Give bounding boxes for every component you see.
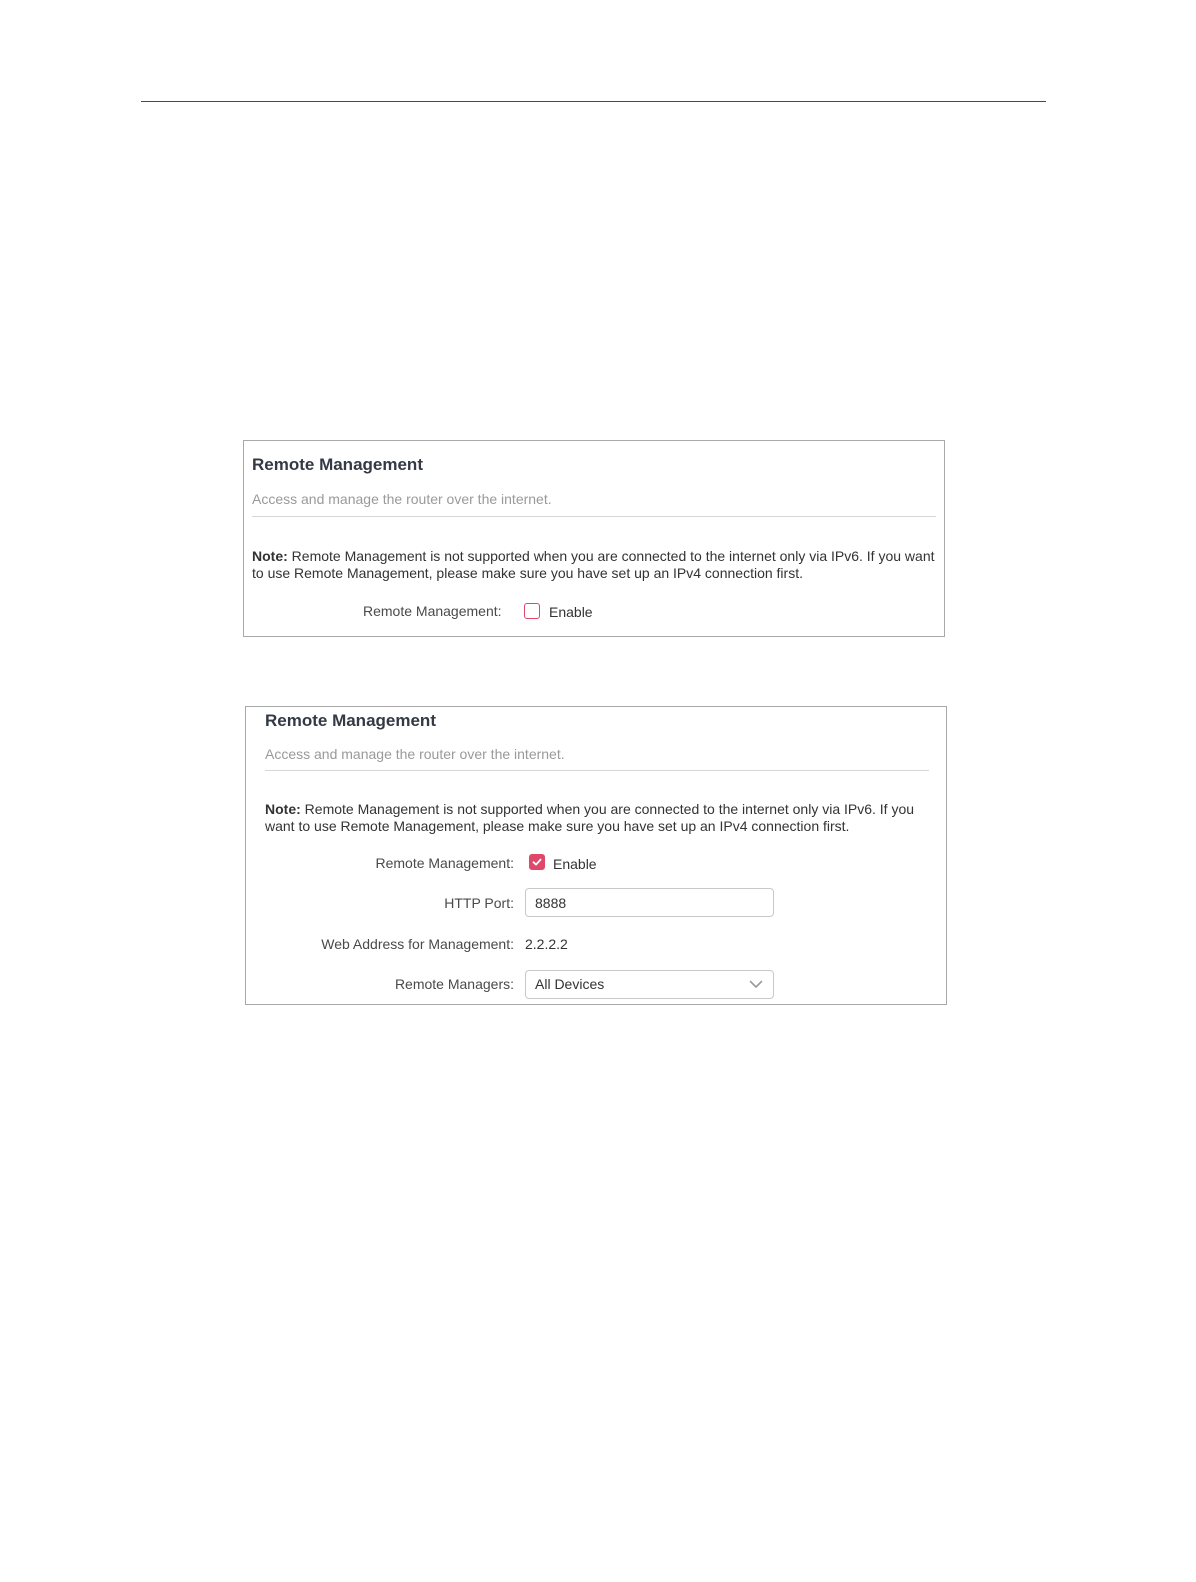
panel-title: Remote Management xyxy=(265,711,436,730)
note-body: Remote Management is not supported when you are connected to the internet only via IPv6. If you want to use Remote Management, please make sure you have set up an IPv4 connection first. xyxy=(252,548,935,581)
remote-management-enable-checkbox[interactable] xyxy=(524,603,540,619)
enable-label[interactable]: Enable xyxy=(553,856,597,872)
chevron-down-icon xyxy=(749,980,763,989)
panel-divider xyxy=(265,770,929,771)
web-address-value: 2.2.2.2 xyxy=(525,936,568,952)
note-text xyxy=(265,801,935,835)
remote-management-label: Remote Management: xyxy=(375,855,514,871)
panel-title: Remote Management xyxy=(252,455,423,474)
note-label: Note: xyxy=(265,801,301,817)
panel-divider xyxy=(252,516,936,517)
remote-management-enable-checkbox[interactable] xyxy=(529,854,545,870)
page-header-rule xyxy=(141,101,1046,102)
http-port-input[interactable] xyxy=(525,888,774,917)
panel-subtitle: Access and manage the router over the internet. xyxy=(265,746,565,762)
remote-managers-selected: All Devices xyxy=(535,976,605,992)
remote-management-label: Remote Management: xyxy=(363,603,502,619)
http-port-label: HTTP Port: xyxy=(444,895,514,911)
note-text xyxy=(252,548,940,582)
remote-management-panel-disabled xyxy=(243,440,945,637)
remote-managers-label: Remote Managers: xyxy=(394,976,514,992)
web-address-label: Web Address for Management: xyxy=(321,936,514,952)
remote-managers-select[interactable] xyxy=(525,970,774,999)
checkmark-icon xyxy=(531,856,543,868)
panel-subtitle: Access and manage the router over the internet. xyxy=(252,491,552,507)
note-label: Note: xyxy=(252,548,288,564)
note-body: Remote Management is not supported when you are connected to the internet only via IPv6. If you want to use Remote Management, please make sure you have set up an IPv4 connection first. xyxy=(265,801,915,834)
remote-management-panel-enabled xyxy=(245,706,947,1005)
enable-label[interactable]: Enable xyxy=(549,604,593,620)
